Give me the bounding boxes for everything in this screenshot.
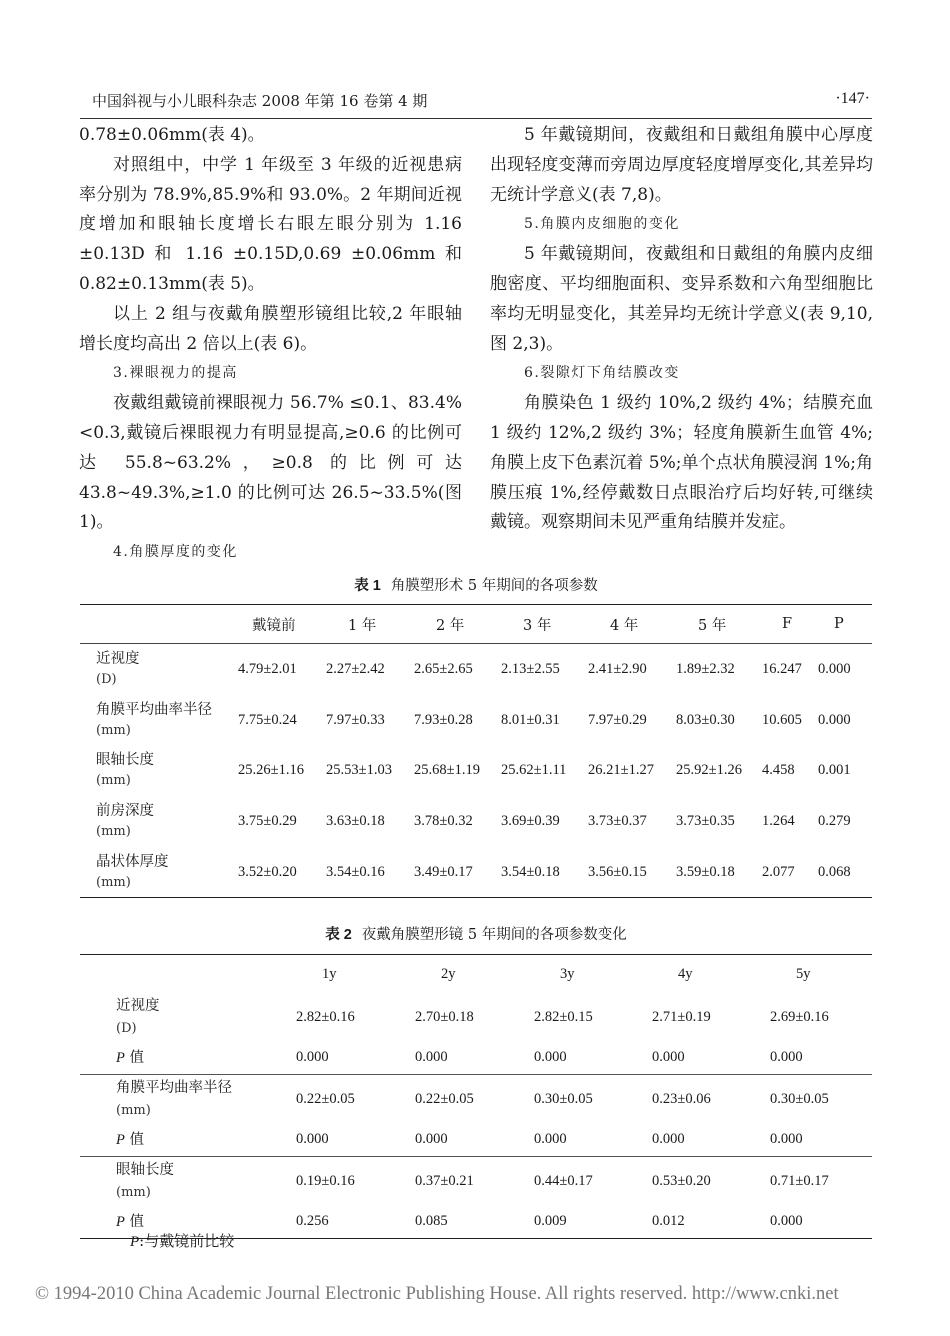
table-cell: 0.000 (818, 660, 851, 677)
table2-header (80, 955, 296, 994)
table-cell: 3.63±0.18 (326, 812, 385, 829)
p-symbol: P (116, 1049, 125, 1066)
table-cell: 0.000 (534, 1123, 652, 1157)
left-column (79, 121, 462, 568)
table-row (80, 1075, 872, 1124)
row-label: 近视度 (116, 997, 160, 1014)
paragraph: 夜戴组戴镜前裸眼视力 56.7% ≤0.1、83.4%<0.3,戴镜后裸眼视力有明显提高,≥0.6 的比例可达 55.8~63.2%，≥0.8 的比例可达 43.8~49.3%,≥1.0 的比例可达 26.5~33.5%(图 1)。 (79, 393, 462, 533)
p-label: 值 (124, 1131, 144, 1148)
section-heading: 3.裸眼视力的提高 (113, 365, 238, 382)
table-cell: 0.085 (415, 1213, 448, 1229)
table-row (80, 695, 872, 746)
table-cell: 25.26±1.16 (238, 762, 304, 779)
table-cell: 0.19±0.16 (296, 1172, 355, 1189)
row-label: 近视度 (96, 650, 140, 667)
table2-header-row (80, 955, 872, 994)
table2-header: 2y (441, 965, 456, 982)
table1-label: 表 1 (354, 578, 381, 594)
table1-header: 2 年 (414, 605, 501, 644)
section-heading: 4.角膜厚度的变化 (113, 544, 238, 561)
table-cell: 2.71±0.19 (652, 1008, 711, 1025)
row-unit: (mm) (96, 823, 131, 839)
table-cell: 0.000 (415, 1123, 534, 1157)
table-cell: 0.000 (652, 1041, 770, 1075)
table-cell: 0.44±0.17 (534, 1172, 593, 1189)
table-cell: 25.68±1.19 (414, 762, 480, 779)
row-unit: (D) (96, 671, 117, 687)
table-cell: 3.54±0.18 (501, 863, 560, 880)
table1-header: 4 年 (588, 605, 676, 644)
table-cell: 7.97±0.29 (588, 711, 647, 728)
table-cell: 0.000 (818, 711, 851, 728)
table1-header: 1 年 (326, 605, 414, 644)
table-cell: 25.53±1.03 (326, 762, 392, 779)
table2 (80, 954, 872, 1239)
row-unit: (D) (116, 1020, 137, 1036)
table-cell: 0.30±0.05 (770, 1090, 829, 1107)
table-cell: 3.59±0.18 (676, 863, 735, 880)
table1-header: F (762, 605, 818, 644)
row-unit: (mm) (96, 874, 131, 890)
table1-header: P (818, 605, 872, 644)
table-cell: 0.068 (818, 863, 851, 880)
table-cell: 10.605 (762, 711, 802, 728)
section-heading: 6.裂隙灯下角结膜改变 (524, 365, 680, 382)
table-cell: 0.000 (534, 1041, 652, 1075)
table2-note (130, 1230, 234, 1251)
table-cell: 3.52±0.20 (238, 863, 297, 880)
table-cell: 25.92±1.26 (676, 762, 742, 779)
page-number: ·147· (835, 90, 870, 107)
table2-caption (80, 923, 872, 944)
table1-title: 角膜塑形术 5 年期间的各项参数 (390, 578, 598, 594)
table-cell: 2.077 (762, 863, 795, 880)
table-cell: 3.54±0.16 (326, 863, 385, 880)
table-row (80, 745, 872, 796)
table2-label: 表 2 (325, 927, 352, 943)
table1-header: 3 年 (501, 605, 588, 644)
table-cell: 8.03±0.30 (676, 711, 735, 728)
p-label: 值 (124, 1213, 144, 1230)
table-cell: 0.71±0.17 (770, 1172, 829, 1189)
table-cell: 26.21±1.27 (588, 762, 654, 779)
journal-header: 中国斜视与小儿眼科杂志 2008 年第 16 卷第 4 期 (92, 92, 428, 110)
table-cell: 2.82±0.16 (296, 1008, 355, 1025)
p-label: 值 (124, 1049, 144, 1066)
table-cell: 2.27±2.42 (326, 660, 385, 677)
table-row (80, 644, 872, 695)
table1-header-row (80, 605, 872, 644)
paragraph: 对照组中，中学 1 年级至 3 年级的近视患病率分别为 78.9%,85.9%和 93.0%。2 年期间近视度增加和眼轴长度增长右眼左眼分别为 1.16 ±0.13D 和 1.16 ±0.15D,0.69 ±0.06mm 和 0.82±0.13mm(表 5)。 (79, 154, 462, 294)
row-unit: (mm) (96, 722, 131, 738)
table1-header (80, 605, 238, 644)
table-row (80, 847, 872, 898)
table-cell: 0.000 (296, 1041, 415, 1075)
table-row (80, 796, 872, 847)
table-cell: 1.264 (762, 812, 795, 829)
paragraph: 以上 2 组与夜戴角膜塑形镜组比较,2 年眼轴增长度均高出 2 倍以上(表 6)。 (79, 303, 462, 354)
table2-header: 3y (560, 965, 575, 982)
table-cell: 3.75±0.29 (238, 812, 297, 829)
table-cell: 0.000 (652, 1123, 770, 1157)
table-cell: 3.73±0.35 (676, 812, 735, 829)
table-cell: 0.009 (534, 1213, 567, 1229)
note-p-symbol: P (130, 1234, 140, 1250)
table-cell: 3.73±0.37 (588, 812, 647, 829)
table1-header: 5 年 (676, 605, 762, 644)
section-heading: 5.角膜内皮细胞的变化 (524, 216, 680, 233)
table-cell: 2.41±2.90 (588, 660, 647, 677)
table-cell: 1.89±2.32 (676, 660, 735, 677)
table1-header: 戴镜前 (238, 605, 326, 644)
p-symbol: P (116, 1131, 125, 1148)
row-unit: (mm) (116, 1102, 151, 1118)
table-cell: 0.012 (652, 1213, 685, 1229)
table-cell: 0.000 (770, 1213, 803, 1229)
right-column (490, 121, 873, 538)
row-label: 前房深度 (96, 802, 154, 819)
table-cell: 7.97±0.33 (326, 711, 385, 728)
table-cell: 3.56±0.15 (588, 863, 647, 880)
table-cell: 0.000 (415, 1041, 534, 1075)
table-cell: 3.69±0.39 (501, 812, 560, 829)
table-cell: 16.247 (762, 660, 802, 677)
table-cell: 0.279 (818, 812, 851, 829)
table-cell: 0.53±0.20 (652, 1172, 711, 1189)
header-rule (80, 118, 872, 119)
table-cell: 0.30±0.05 (534, 1090, 593, 1107)
row-label: 晶状体厚度 (96, 853, 169, 870)
paragraph: 0.78±0.06mm(表 4)。 (79, 125, 265, 145)
table-row (80, 1123, 872, 1157)
table-cell: 3.78±0.32 (414, 812, 473, 829)
table-cell: 2.69±0.16 (770, 1008, 829, 1025)
table-cell: 3.49±0.17 (414, 863, 473, 880)
table-cell: 0.000 (770, 1041, 872, 1075)
table-cell: 0.256 (296, 1213, 329, 1229)
copyright-footer: © 1994-2010 China Academic Journal Electronic Publishing House. All rights reserved. http://www.cnki.net (35, 1284, 839, 1304)
row-label: 眼轴长度 (96, 752, 154, 769)
table-cell: 0.000 (770, 1123, 872, 1157)
paragraph: 角膜染色 1 级约 10%,2 级约 4%；结膜充血 1 级约 12%,2 级约 3%；轻度角膜新生血管 4%;角膜上皮下色素沉着 5%;单个点状角膜浸润 1%;角膜压痕 1%,经停戴数日点眼治疗后均好转,可继续戴镜。观察期间未见严重角结膜并发症。 (490, 393, 873, 533)
table-cell: 0.37±0.21 (415, 1172, 474, 1189)
row-label: 角膜平均曲率半径 (116, 1079, 232, 1096)
table-cell: 0.22±0.05 (296, 1090, 355, 1107)
table-cell: 0.22±0.05 (415, 1090, 474, 1107)
table2-header: 4y (678, 965, 693, 982)
table1 (80, 604, 872, 898)
table-cell: 2.70±0.18 (415, 1008, 474, 1025)
table-row (80, 993, 872, 1041)
row-label: 角膜平均曲率半径 (96, 701, 212, 718)
note-text: :与戴镜前比较 (139, 1232, 235, 1250)
table-cell: 0.001 (818, 762, 851, 779)
table2-title: 夜戴角膜塑形镜 5 年期间的各项参数变化 (361, 927, 627, 943)
table-cell: 0.23±0.06 (652, 1090, 711, 1107)
table1-caption (80, 574, 872, 595)
row-unit: (mm) (116, 1184, 151, 1200)
table-cell: 7.93±0.28 (414, 711, 473, 728)
table2-header: 1y (322, 965, 337, 982)
table2-header: 5y (796, 965, 811, 982)
paragraph: 5 年戴镜期间，夜戴组和日戴组的角膜内皮细胞密度、平均细胞面积、变异系数和六角型细胞比率均无明显变化，其差异均无统计学意义(表 9,10,图 2,3)。 (490, 244, 873, 354)
table-cell: 0.000 (296, 1123, 415, 1157)
row-label: 眼轴长度 (116, 1161, 174, 1178)
table-cell: 2.13±2.55 (501, 660, 560, 677)
table-cell: 4.79±2.01 (238, 660, 297, 677)
table-cell: 7.75±0.24 (238, 711, 297, 728)
table-cell: 2.82±0.15 (534, 1008, 593, 1025)
table-cell: 4.458 (762, 762, 795, 779)
table-row (80, 1041, 872, 1075)
table-row (80, 1157, 872, 1206)
row-unit: (mm) (96, 773, 131, 789)
p-symbol: P (116, 1213, 125, 1230)
table-cell: 25.62±1.11 (501, 762, 567, 779)
paragraph: 5 年戴镜期间，夜戴组和日戴组角膜中心厚度出现轻度变薄而旁周边厚度轻度增厚变化,其差异均无统计学意义(表 7,8)。 (490, 125, 873, 205)
table-cell: 8.01±0.31 (501, 711, 560, 728)
table-cell: 2.65±2.65 (414, 660, 473, 677)
